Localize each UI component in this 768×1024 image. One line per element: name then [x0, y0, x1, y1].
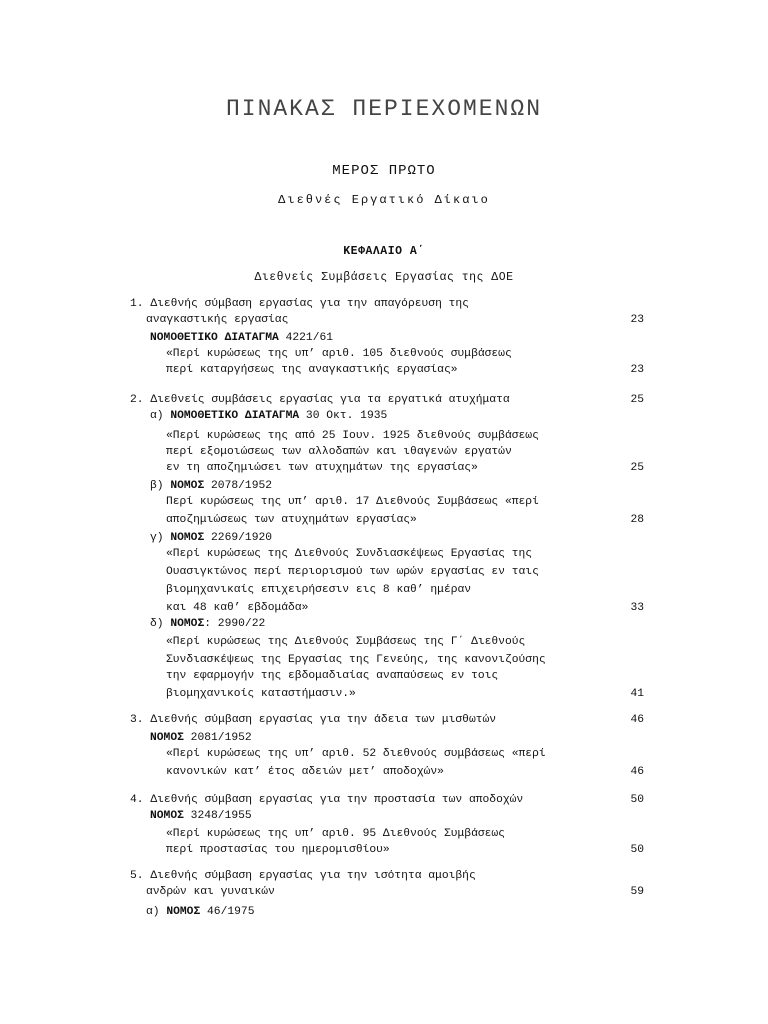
toc-entry [166, 764, 444, 780]
chapter-heading: ΚΕΦΑΛΑΙΟ Α΄ [343, 245, 425, 258]
toc-entry [166, 746, 546, 762]
toc-entry [130, 712, 496, 728]
toc-entry-law-type: ΝΟΜΟΣ [170, 532, 205, 544]
toc-entry [150, 330, 333, 346]
toc-entry-text: Περί κυρώσεως της υπ’ αριθ. 17 Διεθνούς Συμβάσεως «περί [166, 496, 539, 508]
toc-entry [166, 686, 356, 702]
toc-page-number: 59 [630, 886, 644, 898]
toc-entry [166, 460, 478, 476]
toc-entry-text: αποζημιώσεως των ατυχημάτων εργασίας» [166, 514, 417, 526]
toc-page-number: 25 [630, 462, 644, 474]
toc-page-number: 50 [630, 844, 644, 856]
toc-entry-text: αναγκαστικής εργασίας [146, 314, 289, 326]
toc-entry [166, 634, 525, 650]
toc-entry [150, 730, 252, 746]
toc-entry [166, 600, 308, 616]
toc-page-number: 23 [630, 314, 644, 326]
part-heading: ΜΕΡΟΣ ΠΡΩΤΟ [332, 163, 436, 179]
toc-entry [166, 652, 546, 668]
toc-entry [166, 582, 471, 598]
toc-entry-text: 4. Διεθνής σύμβαση εργασίας για την προστασία των αποδοχών [130, 794, 524, 806]
toc-entry-prefix: γ) [150, 532, 171, 544]
toc-entry [150, 408, 387, 424]
page-title: ΠΙΝΑΚΑΣ ΠΕΡΙΕΧΟΜΕΝΩΝ [225, 96, 543, 122]
toc-entry-law-type: ΝΟΜΟΣ [166, 906, 201, 918]
toc-entry [166, 362, 458, 378]
toc-page-number: 23 [630, 364, 644, 376]
toc-page-number: 33 [630, 602, 644, 614]
toc-entry [166, 494, 539, 510]
toc-entry-text: «Περί κυρώσεως της από 25 Ιουν. 1925 διεθνούς συμβάσεως [166, 430, 539, 442]
toc-entry-text: 2. Διεθνείς συμβάσεις εργασίας για τα εργατικά ατυχήματα [130, 394, 510, 406]
toc-entry [130, 392, 510, 408]
toc-entry-text: 5. Διεθνής σύμβαση εργασίας για την ισότητα αμοιβής [130, 870, 476, 882]
toc-entry [166, 668, 498, 684]
toc-entry-text: βιομηχανικοίς καταστήμασιν.» [166, 688, 356, 700]
toc-entry-text: : 2990/22 [204, 618, 266, 630]
toc-entry-text: «Περί κυρώσεως της υπ’ αριθ. 105 διεθνούς συμβάσεως [166, 348, 512, 360]
toc-entry [146, 904, 254, 920]
toc-entry-text: περί καταργήσεως της αναγκαστικής εργασίας» [166, 364, 458, 376]
toc-entry-text: περί εξομοιώσεως των αλλοδαπών και ιθαγενών εργατών [166, 446, 512, 458]
toc-entry-text: 2081/1952 [183, 732, 252, 744]
toc-page-number: 50 [630, 794, 644, 806]
toc-entry [166, 346, 512, 362]
toc-page-number: 46 [630, 714, 644, 726]
toc-entry [166, 512, 417, 528]
toc-entry [130, 868, 476, 884]
toc-entry [146, 312, 288, 328]
toc-entry [166, 444, 512, 460]
toc-entry-text: «Περί κυρώσεως της υπ’ αριθ. 95 Διεθνούς Συμβάσεως [166, 828, 505, 840]
toc-entry-text: 2078/1952 [204, 480, 273, 492]
toc-entry-text: ανδρών και γυναικών [146, 886, 275, 898]
toc-entry-text: «Περί κυρώσεως της Διεθνούς Συνδιασκέψεως Εργασίας της [166, 548, 533, 560]
toc-entry [166, 826, 505, 842]
toc-entry [130, 792, 523, 808]
toc-entry-prefix: δ) [150, 618, 171, 630]
toc-entry [166, 842, 390, 858]
toc-entry-law-type: ΝΟΜΟΣ [170, 618, 205, 630]
toc-entry-text: περί προστασίας του ημερομισθίου» [166, 844, 390, 856]
toc-entry-text: Ουασιγκτώνος περί περιορισμού των ωρών εργασίας εν ταις [166, 566, 539, 578]
toc-entry-text: εν τη αποζημιώσει των ατυχημάτων της εργασίας» [166, 462, 478, 474]
toc-entry-text: 3. Διεθνής σύμβαση εργασίας για την άδεια των μισθωτών [130, 714, 497, 726]
toc-entry-text: 46/1975 [200, 906, 255, 918]
toc-entry-law-type: ΝΟΜΟΣ [150, 732, 184, 744]
toc-entry-text: 3248/1955 [183, 810, 252, 822]
toc-entry-law-type: ΝΟΜΟΣ [170, 480, 205, 492]
toc-entry [150, 530, 272, 546]
part-subtitle: Διεθνές Εργατικό Δίκαιο [278, 193, 490, 207]
toc-entry [150, 616, 265, 632]
toc-entry [166, 428, 539, 444]
toc-page-number: 28 [630, 514, 644, 526]
toc-entry-law-type: ΝΟΜΟΘΕΤΙΚΟ ΔΙΑΤΑΓΜΑ [170, 410, 300, 422]
toc-entry-text: Συνδιασκέψεως της Εργασίας της Γενεύης, της κανονιζούσης [166, 654, 546, 666]
toc-entry-prefix: α) [146, 906, 167, 918]
toc-entry [130, 296, 469, 312]
chapter-subtitle: Διεθνείς Συμβάσεις Εργασίας της ΔΟΕ [254, 271, 514, 284]
toc-entry-prefix: β) [150, 480, 171, 492]
toc-entry [150, 478, 272, 494]
toc-entry-text: 4221/61 [278, 332, 334, 344]
toc-entry-text: «Περί κυρώσεως της Διεθνούς Συμβάσεως της Γ΄ Διεθνούς [166, 636, 526, 648]
toc-entry-text: την εφαρμογήν της εβδομαδιαίας αναπαύσεως εν τοις [166, 670, 499, 682]
toc-entry [166, 564, 539, 580]
toc-entry-text: 1. Διεθνής σύμβαση εργασίας για την απαγόρευση της [130, 298, 469, 310]
toc-entry [150, 808, 252, 824]
toc-entry [166, 546, 532, 562]
toc-page-number: 46 [630, 766, 644, 778]
toc-entry-law-type: ΝΟΜΟΣ [150, 810, 184, 822]
toc-entry-text: βιομηχανικαίς επιχειρήσεσιν εις 8 καθ’ ημέραν [166, 584, 472, 596]
toc-entry-text: «Περί κυρώσεως της υπ’ αριθ. 52 διεθνούς συμβάσεως «περί [166, 748, 546, 760]
toc-entry-text: κανονικών κατ’ έτος αδειών μετ’ αποδοχών» [166, 766, 444, 778]
toc-entry-text: 30 Οκτ. 1935 [299, 410, 388, 422]
toc-entry-text: και 48 καθ’ εβδομάδα» [166, 602, 309, 614]
toc-page-number: 25 [630, 394, 644, 406]
toc-entry-law-type: ΝΟΜΟΘΕΤΙΚΟ ΔΙΑΤΑΓΜΑ [150, 332, 279, 344]
toc-entry-text: 2269/1920 [204, 532, 273, 544]
toc-entry [146, 884, 275, 900]
toc-page-number: 41 [630, 688, 644, 700]
toc-entry-prefix: α) [150, 410, 171, 422]
